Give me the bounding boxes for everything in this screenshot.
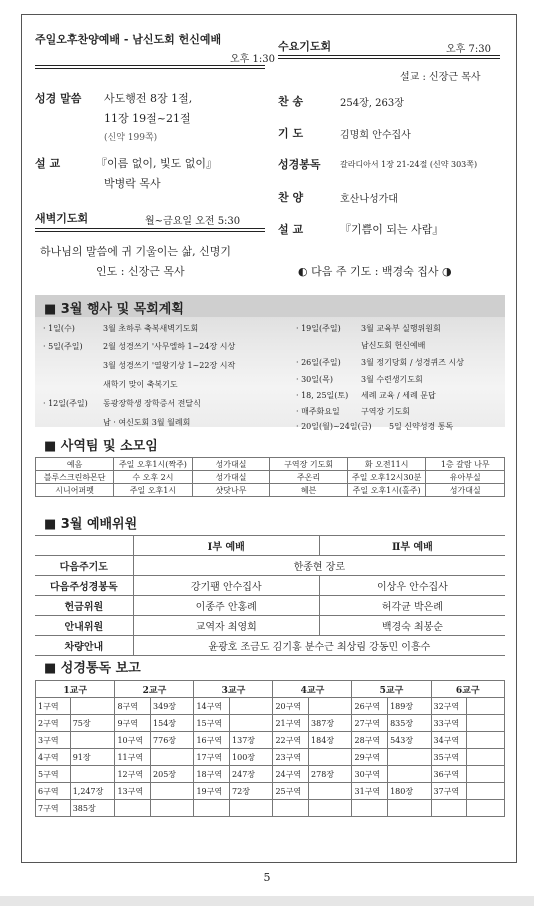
chapter-count-cell [70, 698, 115, 715]
scripture-line1: 사도행전 8장 1절, [104, 92, 193, 105]
event-date: · 12일(주일) [43, 399, 88, 408]
event-date: · 20일(월)~24일(금) [296, 422, 372, 431]
next-prayer: ◐ 다음 주 기도 : 백경숙 집사 ◑ [298, 265, 452, 278]
wed-row-label: 찬 송 [278, 95, 304, 108]
chapter-count-cell [388, 800, 431, 817]
table-cell: 이상우 안수집사 [319, 576, 505, 596]
event-date: · 19일(주일) [296, 324, 341, 333]
chapter-count-cell: 278장 [309, 766, 352, 783]
table-row [36, 471, 505, 484]
table-cell: 화 오전11시 [347, 458, 426, 471]
event-date: · 5일(주일) [43, 342, 83, 351]
chapter-count-cell: 835장 [388, 715, 431, 732]
reading-title: ■ 성경통독 보고 [44, 661, 141, 676]
dawn-prayer-line1: 하나님의 말씀에 귀 기울이는 삶, 신명기 [40, 245, 231, 258]
district-cell: 31구역 [352, 783, 388, 800]
district-cell: 35구역 [431, 749, 467, 766]
table-cell: 주일 오후12시30분 [347, 471, 426, 484]
wed-row-value: 『기쁨이 되는 사람』 [340, 223, 444, 236]
table-header: 5교구 [352, 681, 431, 698]
event-date: · 26일(주일) [296, 358, 341, 367]
divider [35, 65, 265, 69]
table-cell: 윤광호 조금도 김기홍 분수근 최상림 강동민 이흥수 [133, 636, 505, 656]
table-row [36, 732, 505, 749]
events-title: ■ 3월 행사 및 목회계획 [44, 302, 184, 317]
scripture-line3: (신약 199쪽) [104, 133, 158, 143]
chapter-count-cell: 180장 [388, 783, 431, 800]
district-cell: 2구역 [36, 715, 71, 732]
district-cell: 30구역 [352, 766, 388, 783]
table-row [35, 596, 505, 616]
event-date: · 매주화요일 [296, 407, 340, 416]
district-cell: 13구역 [115, 783, 151, 800]
district-cell: 20구역 [273, 698, 309, 715]
district-cell: 14구역 [194, 698, 230, 715]
reading-table [35, 680, 505, 817]
table-cell: 예음 [36, 458, 114, 471]
district-cell: 36구역 [431, 766, 467, 783]
dawn-prayer-time: 월~금요일 오전 5:30 [145, 216, 241, 227]
event-text: 새학기 맞이 축복기도 [103, 380, 178, 389]
ministry-table [35, 457, 505, 497]
district-cell: 6구역 [36, 783, 71, 800]
table-row [36, 681, 505, 698]
table-header: 1교구 [36, 681, 115, 698]
dawn-prayer-line2: 인도 : 신장근 목사 [96, 265, 185, 278]
district-cell [115, 800, 151, 817]
table-cell: 혜븐 [270, 484, 348, 497]
table-cell: 1층 갈람 나무 [426, 458, 505, 471]
table-cell: 주일 오후1시(홀주) [347, 484, 426, 497]
table-row [35, 576, 505, 596]
table-cell: 블루스크린하몬단 [36, 471, 114, 484]
chapter-count-cell [467, 732, 505, 749]
district-cell: 27구역 [352, 715, 388, 732]
table-cell: 주일 오후1시(짝주) [114, 458, 193, 471]
wednesday-title: 수요기도회 [278, 40, 332, 53]
district-cell: 8구역 [115, 698, 151, 715]
chapter-count-cell [467, 766, 505, 783]
wed-row-label: 찬 양 [278, 191, 304, 204]
event-text: 2월 성경쓰기 '사무엘하 1~24장 시상 [103, 342, 236, 351]
table-cell: 이종주 안홍례 [133, 596, 319, 616]
chapter-count-cell: 776장 [151, 732, 194, 749]
sunday-service-title: 주일오후찬양예배 - 남신도회 헌신예배 [35, 33, 222, 46]
table-row [35, 536, 505, 556]
worship-staff-table [35, 535, 505, 656]
wednesday-time: 오후 7:30 [446, 44, 491, 55]
chapter-count-cell: 154장 [151, 715, 194, 732]
event-text: 3월 성경쓰기 '열왕기상 1~22장 시작 [103, 361, 236, 370]
wed-row-value: 갈라디아서 1장 21-24절 (신약 303쪽) [340, 160, 478, 169]
table-cell: 한종현 장로 [133, 556, 505, 576]
table-cell: 주일 오후1시 [114, 484, 193, 497]
table-row [36, 749, 505, 766]
district-cell: 10구역 [115, 732, 151, 749]
chapter-count-cell [151, 783, 194, 800]
district-cell: 28구역 [352, 732, 388, 749]
event-text: 3월 정기당회 / 성경퀴즈 시상 [361, 358, 464, 367]
scripture-label: 성경 말씀 [35, 92, 82, 105]
district-cell: 24구역 [273, 766, 309, 783]
district-cell [352, 800, 388, 817]
table-cell: 샷닷나무 [192, 484, 270, 497]
chapter-count-cell [151, 749, 194, 766]
district-cell: 12구역 [115, 766, 151, 783]
chapter-count-cell [388, 766, 431, 783]
chapter-count-cell [309, 800, 352, 817]
district-cell: 5구역 [36, 766, 71, 783]
chapter-count-cell: 100장 [230, 749, 273, 766]
bottom-bar [0, 896, 534, 906]
table-row [36, 484, 505, 497]
event-date: · 1일(수) [43, 324, 75, 333]
event-text: 3월 교육부 실행위원회 [361, 324, 441, 333]
chapter-count-cell: 91장 [70, 749, 115, 766]
chapter-count-cell: 349장 [151, 698, 194, 715]
chapter-count-cell: 385장 [70, 800, 115, 817]
table-cell: 수 오후 2시 [114, 471, 193, 484]
chapter-count-cell: 189장 [388, 698, 431, 715]
chapter-count-cell [467, 749, 505, 766]
table-cell: 주온리 [270, 471, 348, 484]
district-cell: 25구역 [273, 783, 309, 800]
district-cell [431, 800, 467, 817]
district-cell: 3구역 [36, 732, 71, 749]
divider [278, 55, 500, 59]
district-cell: 32구역 [431, 698, 467, 715]
table-cell: 시니어퍼펫 [36, 484, 114, 497]
district-cell: 16구역 [194, 732, 230, 749]
worship-staff-title: ■ 3월 예배위원 [44, 517, 138, 532]
table-cell: 성가대실 [192, 471, 270, 484]
chapter-count-cell [309, 749, 352, 766]
wed-row-label: 성경봉독 [278, 158, 321, 171]
table-header: Ⅱ부 예배 [319, 536, 505, 556]
event-text: 남 · 여신도회 3월 월례회 [103, 418, 191, 427]
wed-row-value: 호산나성가대 [340, 194, 398, 205]
chapter-count-cell [467, 698, 505, 715]
table-row-label: 차량안내 [35, 636, 133, 656]
event-text: 구역장 기도회 [361, 407, 410, 416]
district-cell: 37구역 [431, 783, 467, 800]
sermon-label: 설 교 [35, 157, 61, 170]
table-row [36, 766, 505, 783]
chapter-count-cell [467, 715, 505, 732]
wed-row-label: 설 교 [278, 223, 304, 236]
chapter-count-cell [309, 783, 352, 800]
chapter-count-cell [467, 783, 505, 800]
table-row [36, 715, 505, 732]
table-row [35, 556, 505, 576]
chapter-count-cell [151, 800, 194, 817]
event-text: 3월 수련생기도회 [361, 375, 423, 384]
table-row-label: 헌금위원 [35, 596, 133, 616]
district-cell: 9구역 [115, 715, 151, 732]
chapter-count-cell: 387장 [309, 715, 352, 732]
district-cell: 11구역 [115, 749, 151, 766]
table-row-label: 안내위원 [35, 616, 133, 636]
scripture-line2: 11장 19절~21절 [104, 112, 191, 125]
district-cell [273, 800, 309, 817]
chapter-count-cell: 137장 [230, 732, 273, 749]
table-header: 2교구 [115, 681, 194, 698]
event-date: · 30일(목) [296, 375, 333, 384]
chapter-count-cell: 247장 [230, 766, 273, 783]
chapter-count-cell [309, 698, 352, 715]
chapter-count-cell: 205장 [151, 766, 194, 783]
event-text: 3월 초하루 축복새벽기도회 [103, 324, 199, 333]
district-cell: 21구역 [273, 715, 309, 732]
chapter-count-cell [230, 715, 273, 732]
chapter-count-cell [70, 766, 115, 783]
chapter-count-cell [230, 698, 273, 715]
wed-row-value: 254장, 263장 [340, 98, 404, 109]
table-cell: 구역장 기도회 [270, 458, 348, 471]
dawn-prayer-title: 새벽기도회 [35, 212, 89, 225]
district-cell: 22구역 [273, 732, 309, 749]
district-cell: 29구역 [352, 749, 388, 766]
chapter-count-cell [467, 800, 505, 817]
district-cell: 7구역 [36, 800, 71, 817]
chapter-count-cell [70, 732, 115, 749]
district-cell: 19구역 [194, 783, 230, 800]
table-cell [35, 536, 133, 556]
table-header: 4교구 [273, 681, 352, 698]
table-row [36, 458, 505, 471]
table-cell: 허각균 박은례 [319, 596, 505, 616]
district-cell: 34구역 [431, 732, 467, 749]
district-cell: 1구역 [36, 698, 71, 715]
event-date: · 18, 25일(토) [296, 391, 349, 400]
table-header: Ⅰ부 예배 [133, 536, 319, 556]
preacher: 박병락 목사 [104, 177, 161, 190]
divider [35, 228, 265, 232]
sermon-title: 『이름 없이, 빛도 없이』 [96, 157, 217, 170]
table-cell: 교역자 최영희 [133, 616, 319, 636]
table-row [35, 616, 505, 636]
chapter-count-cell [230, 800, 273, 817]
ministry-title: ■ 사역팀 및 소모임 [44, 439, 158, 454]
table-cell: 강기팸 안수집사 [133, 576, 319, 596]
table-header: 3교구 [194, 681, 273, 698]
table-row [36, 698, 505, 715]
table-cell: 유아부실 [426, 471, 505, 484]
district-cell: 33구역 [431, 715, 467, 732]
chapter-count-cell: 543장 [388, 732, 431, 749]
wed-row-label: 기 도 [278, 127, 304, 140]
district-cell: 23구역 [273, 749, 309, 766]
table-row-label: 다음주성경봉독 [35, 576, 133, 596]
table-row [35, 636, 505, 656]
district-cell: 4구역 [36, 749, 71, 766]
chapter-count-cell: 75장 [70, 715, 115, 732]
event-text: 5일 신약성경 통독 [389, 422, 454, 431]
district-cell: 17구역 [194, 749, 230, 766]
district-cell [194, 800, 230, 817]
district-cell: 15구역 [194, 715, 230, 732]
district-cell: 18구역 [194, 766, 230, 783]
event-text: 세례 교육 / 세례 문답 [361, 391, 436, 400]
table-row [36, 783, 505, 800]
event-text: 동광장학생 장학증서 전달식 [103, 399, 201, 408]
chapter-count-cell: 184장 [309, 732, 352, 749]
chapter-count-cell: 72장 [230, 783, 273, 800]
chapter-count-cell: 1,247장 [70, 783, 115, 800]
table-row [36, 800, 505, 817]
table-header: 6교구 [431, 681, 505, 698]
chapter-count-cell [388, 749, 431, 766]
page-number: 5 [263, 871, 271, 884]
table-row-label: 다음주기도 [35, 556, 133, 576]
table-cell: 백경숙 최봉순 [319, 616, 505, 636]
event-text: 남신도회 헌신예배 [361, 341, 426, 350]
sunday-service-time: 오후 1:30 [230, 54, 275, 65]
district-cell: 26구역 [352, 698, 388, 715]
table-cell: 성가대실 [426, 484, 505, 497]
wednesday-preacher: 설교 : 신장근 목사 [400, 72, 481, 83]
table-cell: 성가대실 [192, 458, 270, 471]
wed-row-value: 김명희 안수집사 [340, 130, 411, 141]
